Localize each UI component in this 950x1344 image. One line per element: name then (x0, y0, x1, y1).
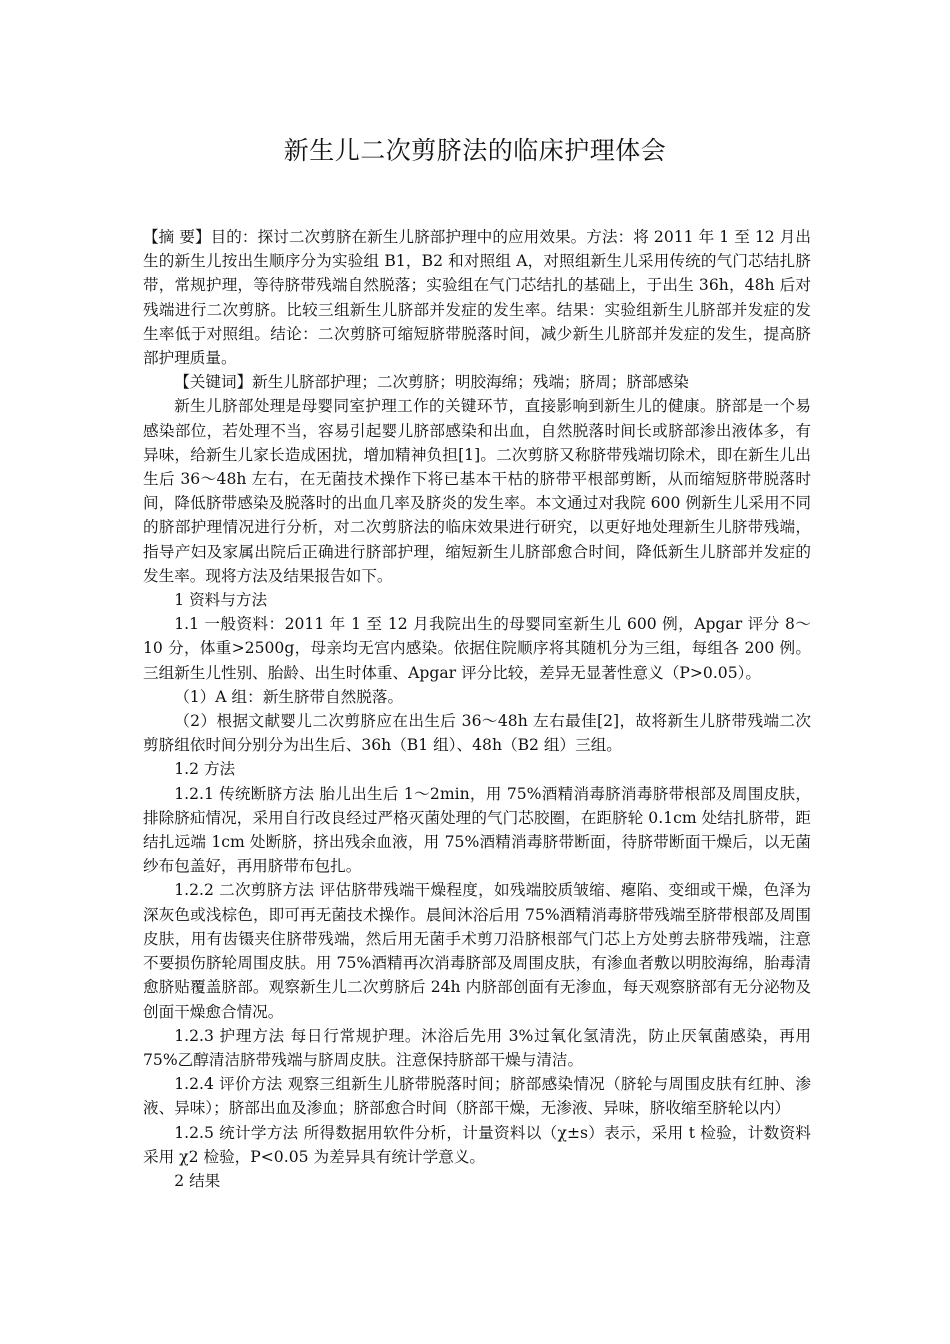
section-heading-1-2: 1.2 方法 (174, 760, 236, 779)
abstract-paragraph: 【摘 要】目的：探讨二次剪脐在新生儿脐部护理中的应用效果。方法：将 2011 年 1 至 12 月出生的新生儿按出生顺序分为实验组 B1，B2 和对照组 A，对照组新生儿采用传统的气门芯结扎脐带，常规护理，等待脐带残端自然脱落；实验组在气门芯结扎的基础上，于出生 36h，48h 后对残端进行二次剪脐。比较三组新生儿脐部并发症的发生率。结果：实验组新生儿脐部并发症的发生率低于对照组。结论：二次剪脐可缩短脐带脱落时间，减少新生儿脐部并发症的发生，提高脐部护理质量。 (143, 228, 811, 368)
keywords-paragraph: 【关键词】新生儿脐部护理；二次剪脐；明胶海绵；残端；脐周；脐部感染 (174, 373, 689, 392)
paper-body (143, 225, 811, 1193)
method-1-2-3-paragraph: 1.2.3 护理方法 每日行常规护理。沐浴后先用 3%过氧化氢清洗，防止厌氧菌感染，再用 75%乙醇清洁脐带残端与脐周皮肤。注意保持脐部干燥与清洁。 (143, 1026, 811, 1069)
method-1-2-5-paragraph: 1.2.5 统计学方法 所得数据用软件分析，计量资料以（χ±s）表示，采用 t 检验，计数资料采用 χ2 检验，P<0.05 为差异具有统计学意义。 (143, 1123, 811, 1166)
intro-paragraph: 新生儿脐部处理是母婴同室护理工作的关键环节，直接影响到新生儿的健康。脐部是一个易感染部位，若处理不当，容易引起婴儿脐部感染和出血，自然脱落时间长或脐部渗出液体多，有异味，给新生儿家长造成困扰，增加精神负担[1]。二次剪脐又称脐带残端切除术，即在新生儿出生后 36～48h 左右，在无菌技术操作下将已基本干枯的脐带平根部剪断，从而缩短脐带脱落时间，降低脐带感染及脱落时的出血几率及脐炎的发生率。本文通过对我院 600 例新生儿采用不同的脐部护理情况进行分析，对二次剪脐法的临床效果进行研究，以更好地处理新生儿脐带残端，指导产妇及家属出院后正确进行脐部护理，缩短新生儿脐部愈合时间，降低新生儿脐部并发症的发生率。现将方法及结果报告如下。 (143, 397, 811, 585)
general-data-paragraph: 1.1 一般资料：2011 年 1 至 12 月我院出生的母婴同室新生儿 600 例，Apgar 评分 8～10 分，体重>2500g，母亲均无宫内感染。依据住院顺序将其随机分为三组，每组各 200 例。三组新生儿性别、胎龄、出生时体重、Apgar 评分比较，差异无显著性意义（P>0.05）。 (143, 615, 811, 682)
method-1-2-1-paragraph: 1.2.1 传统断脐方法 胎儿出生后 1～2min，用 75%酒精消毒脐消毒脐带根部及周围皮肤，排除脐疝情况，采用自行改良经过严格灭菌处理的气门芯胶圈，在距脐轮 0.1cm 处结扎脐带，距结扎远端 1cm 处断脐，挤出残余血液，用 75%酒精消毒脐带断面，待脐带断面干燥后，以无菌纱布包盖好，再用脐带布包扎。 (143, 784, 811, 876)
group-a-paragraph: （1）A 组：新生脐带自然脱落。 (174, 687, 404, 706)
method-1-2-2-paragraph: 1.2.2 二次剪脐方法 评估脐带残端干燥程度，如残端胶质皱缩、瘪陷、变细或干燥，色泽为深灰色或浅棕色，即可再无菌技术操作。晨间沐浴后用 75%酒精消毒脐带残端至脐带根部及周围皮肤，用有齿镊夹住脐带残端，然后用无菌手术剪刀沿脐根部气门芯上方处剪去脐带残端，注意不要损伤脐轮周围皮肤。用 75%酒精再次消毒脐部及周围皮肤，有渗血者敷以明胶海绵，胎毒清愈脐贴覆盖脐部。观察新生儿二次剪脐后 24h 内脐部创面有无渗血，每天观察脐部有无分泌物及创面干燥愈合情况。 (143, 881, 811, 1021)
paper-title: 新生儿二次剪脐法的临床护理体会 (283, 136, 667, 165)
section-heading-1: 1 资料与方法 (174, 591, 268, 610)
section-heading-2: 2 结果 (174, 1171, 221, 1190)
group-b-paragraph: （2）根据文献婴儿二次剪脐应在出生后 36～48h 左右最佳[2]，故将新生儿脐带残端二次剪脐组依时间分别分为出生后、36h（B1 组）、48h（B2 组）三组。 (143, 712, 811, 755)
method-1-2-4-paragraph: 1.2.4 评价方法 观察三组新生儿脐带脱落时间；脐部感染情况（脐轮与周围皮肤有红肿、渗液、异味）；脐部出血及渗血；脐部愈合时间（脐部干燥，无渗液、异味，脐收缩至脐轮以内） (143, 1075, 811, 1118)
